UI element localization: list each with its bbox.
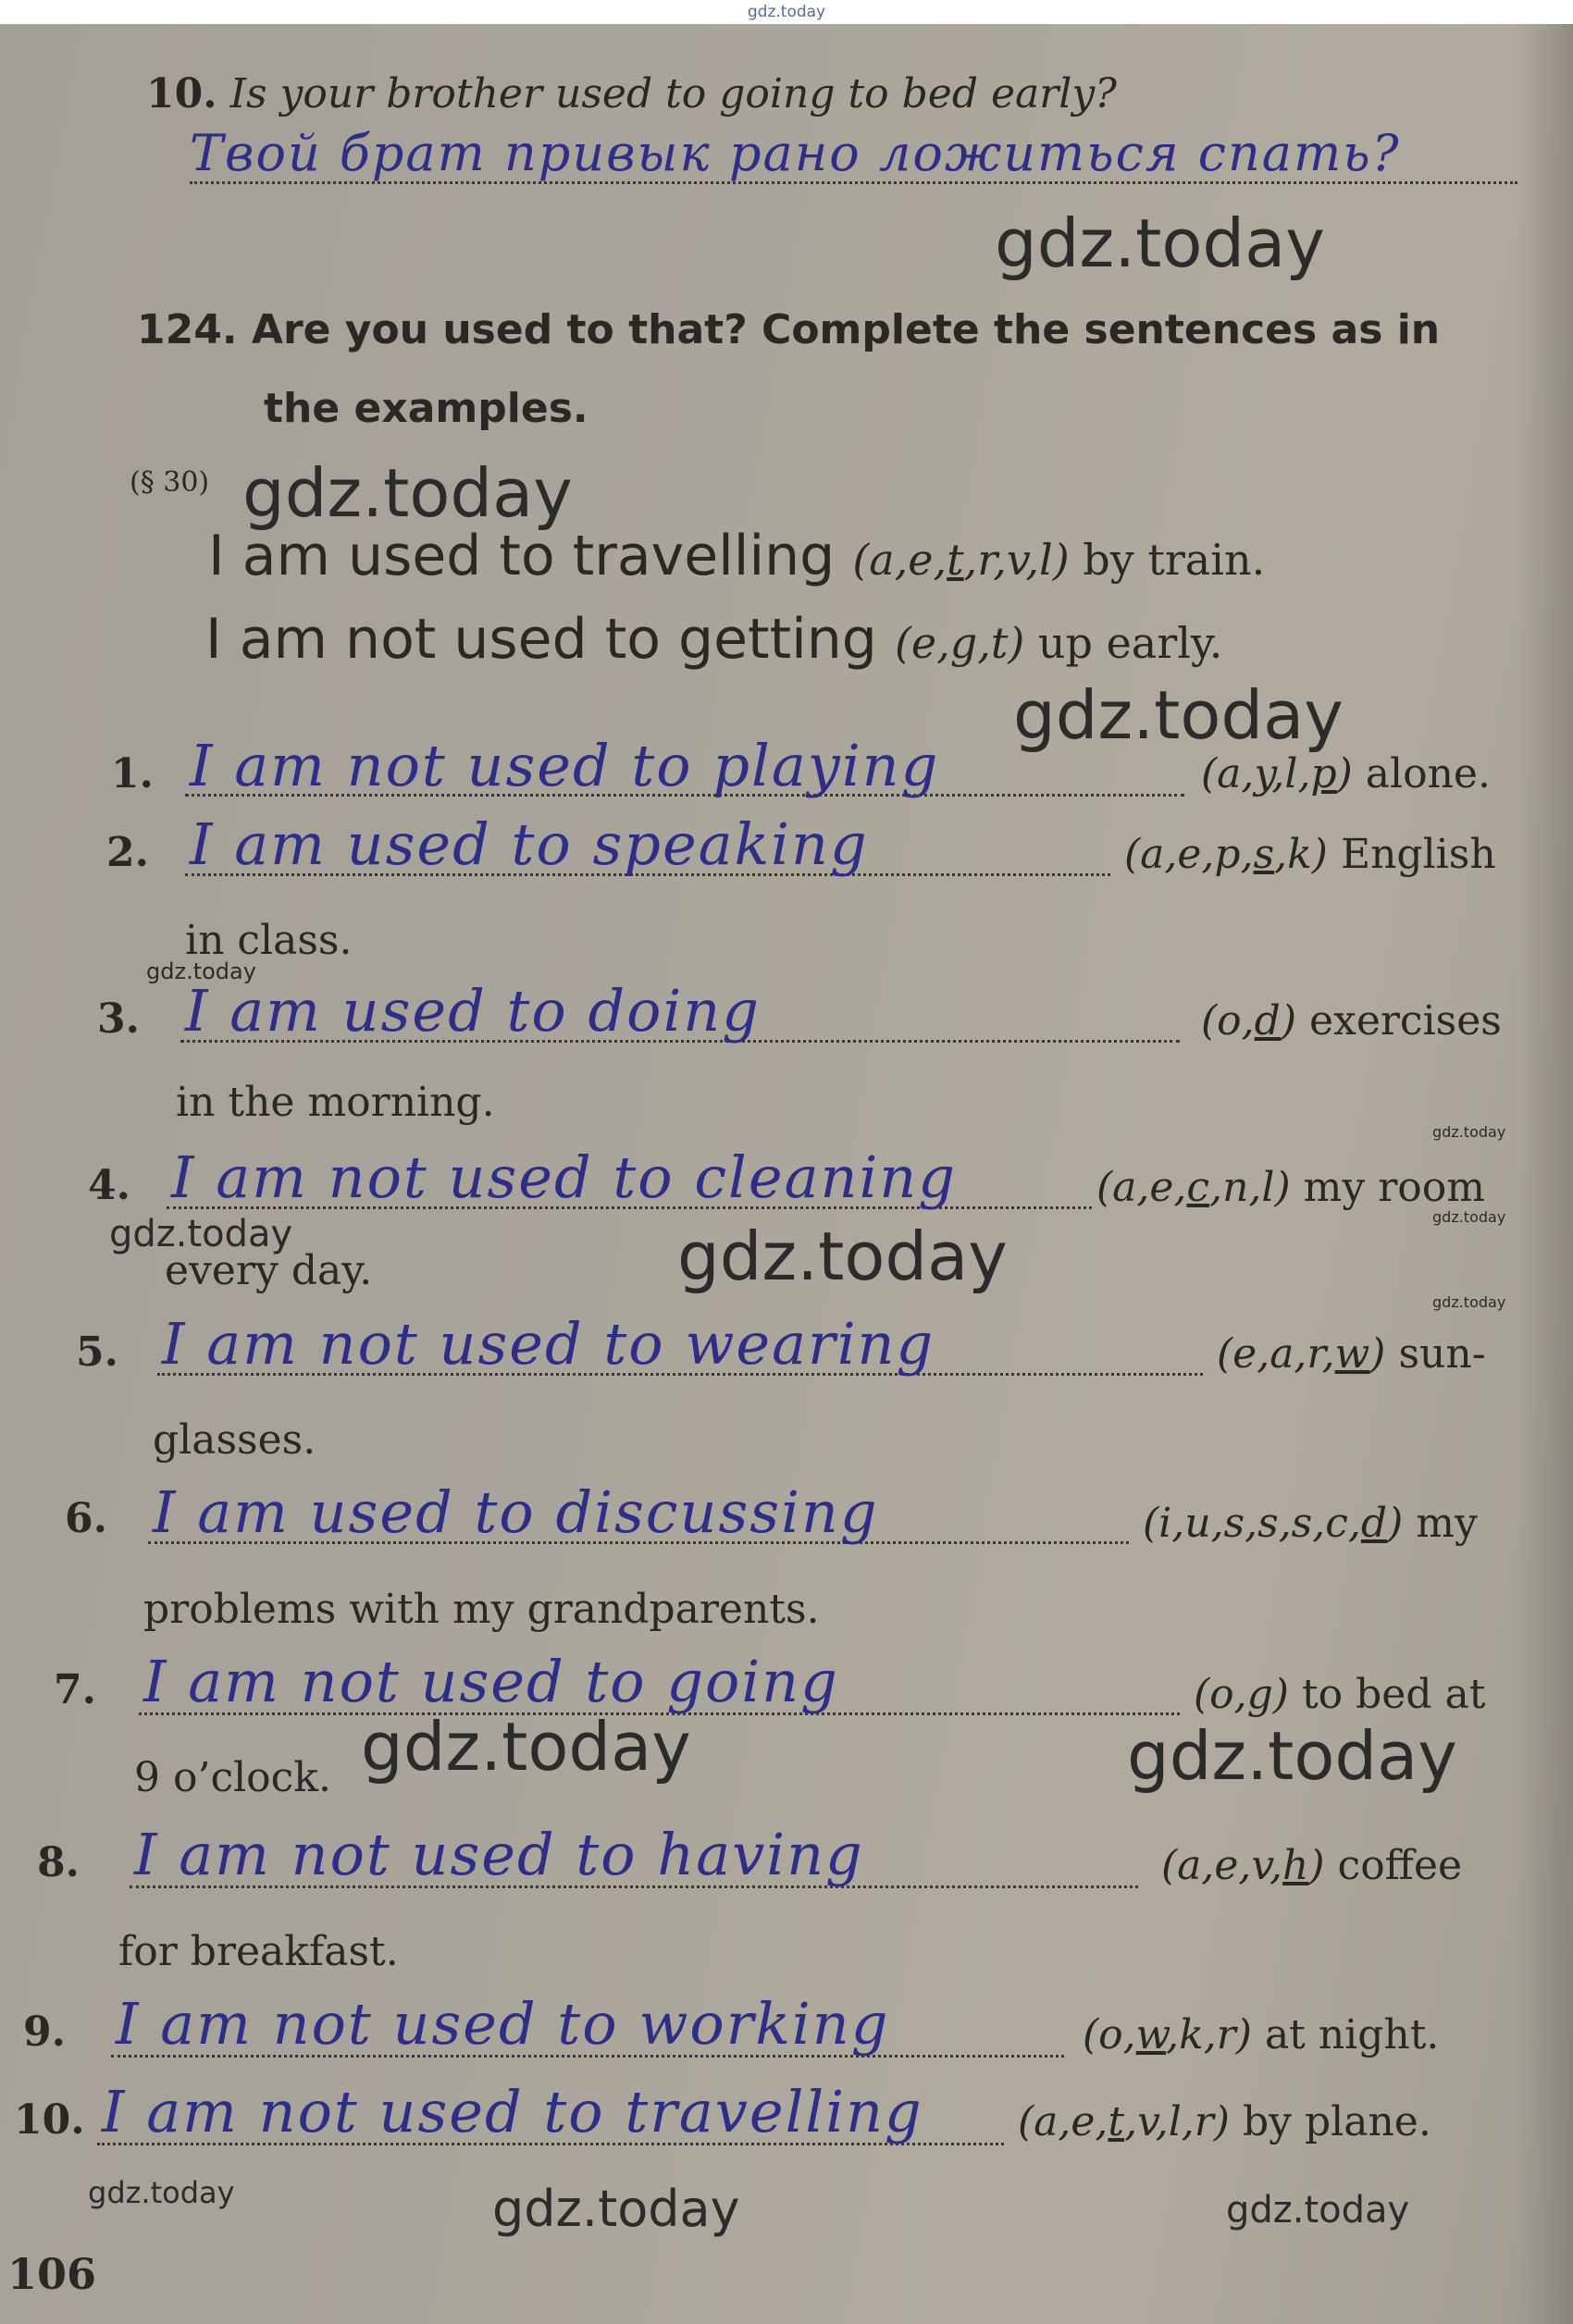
prev-item-10 bbox=[146, 70, 1117, 117]
item-continuation: for breakfast. bbox=[118, 1928, 399, 1975]
watermark: gdz.today bbox=[88, 2175, 235, 2210]
watermark: gdz.today bbox=[1127, 1717, 1457, 1795]
item-tail: (i,u,s,s,s,c,d) my bbox=[1143, 1500, 1478, 1547]
exercise-title: Are you used to that? Complete the sentences as in bbox=[251, 306, 1441, 353]
prev-item-number: 10. bbox=[146, 70, 217, 117]
item-continuation: in class. bbox=[185, 917, 353, 964]
item-number: 5. bbox=[76, 1329, 118, 1376]
item-tail: (o,g) to bed at bbox=[1194, 1671, 1486, 1718]
workbook-page bbox=[0, 24, 1573, 2324]
item-number: 8. bbox=[37, 1839, 80, 1886]
item-number: 4. bbox=[88, 1162, 130, 1209]
item-tail: (a,e,p,s,k) English bbox=[1124, 831, 1496, 878]
answer-handwriting: I am not used to playing bbox=[190, 732, 940, 799]
exercise-heading bbox=[137, 306, 1440, 353]
item-continuation: every day. bbox=[165, 1247, 373, 1294]
exercise-number: 124. bbox=[137, 306, 238, 353]
item-number: 6. bbox=[65, 1495, 107, 1542]
item-continuation: in the morning. bbox=[176, 1079, 495, 1126]
watermark: gdz.today bbox=[492, 2180, 740, 2238]
page-number: 106 bbox=[7, 2249, 97, 2299]
item-number: 10. bbox=[14, 2096, 85, 2144]
item-tail: (o,w,k,r) at night. bbox=[1083, 2011, 1440, 2058]
watermark: gdz.today bbox=[361, 1708, 691, 1786]
watermark: gdz.today bbox=[1226, 2189, 1410, 2231]
answer-handwriting: I am not used to going bbox=[143, 1648, 839, 1715]
example-lead: I am used to travelling bbox=[208, 524, 836, 588]
item-number: 7. bbox=[54, 1666, 96, 1713]
prev-answer-handwriting: Твой брат привык рано ложиться спать? bbox=[190, 124, 1401, 182]
item-number: 2. bbox=[106, 829, 149, 876]
item-tail: (e,a,r,w) sun- bbox=[1217, 1330, 1486, 1378]
item-tail: (o,d) exercises bbox=[1201, 997, 1502, 1045]
watermark: gdz.today bbox=[1432, 1123, 1506, 1141]
prev-item-question: Is your brother used to going to bed early? bbox=[229, 70, 1117, 117]
example-tail: (a,e,t,r,v,l) by train. bbox=[852, 535, 1266, 585]
item-tail: (a,e,c,n,l) my room bbox=[1096, 1164, 1485, 1211]
exercise-title-cont: the examples. bbox=[264, 385, 588, 432]
answer-handwriting: I am not used to travelling bbox=[102, 2078, 923, 2145]
exercise-reference: (§ 30) bbox=[130, 466, 210, 499]
watermark: gdz.today bbox=[677, 1218, 1008, 1295]
item-tail: (a,e,v,h) coffee bbox=[1161, 1842, 1463, 1889]
page-gutter-shadow bbox=[1517, 24, 1573, 2324]
item-tail: (a,y,l,p) alone. bbox=[1201, 750, 1491, 797]
watermark: gdz.today bbox=[1013, 676, 1344, 754]
example-2 bbox=[205, 607, 1222, 672]
answer-handwriting: I am not used to working bbox=[116, 1990, 890, 2058]
answer-handwriting: I am used to discussing bbox=[153, 1478, 879, 1546]
watermark: gdz.today bbox=[242, 454, 573, 532]
answer-handwriting: I am used to doing bbox=[185, 977, 761, 1045]
watermark: gdz.today bbox=[1432, 1208, 1506, 1226]
watermark: gdz.today bbox=[109, 1213, 293, 1255]
item-tail: (a,e,t,v,l,r) by plane. bbox=[1018, 2098, 1431, 2145]
watermark: gdz.today bbox=[1432, 1293, 1506, 1311]
answer-handwriting: I am not used to cleaning bbox=[171, 1143, 957, 1211]
watermark: gdz.today bbox=[995, 204, 1325, 282]
item-continuation: glasses. bbox=[153, 1416, 316, 1464]
item-continuation: 9 o’clock. bbox=[134, 1754, 331, 1801]
item-number: 1. bbox=[111, 750, 154, 797]
example-tail: (e,g,t) up early. bbox=[894, 618, 1223, 668]
top-watermark: gdz.today bbox=[747, 3, 826, 21]
example-1 bbox=[208, 524, 1265, 588]
item-number: 9. bbox=[23, 2009, 66, 2056]
watermark: gdz.today bbox=[146, 958, 256, 984]
answer-handwriting: I am used to speaking bbox=[190, 810, 869, 878]
answer-handwriting: I am not used to having bbox=[134, 1821, 864, 1888]
answer-handwriting: I am not used to wearing bbox=[162, 1310, 935, 1378]
example-lead: I am not used to getting bbox=[205, 607, 877, 672]
item-number: 3. bbox=[97, 995, 140, 1043]
item-continuation: problems with my grandparents. bbox=[143, 1586, 820, 1633]
